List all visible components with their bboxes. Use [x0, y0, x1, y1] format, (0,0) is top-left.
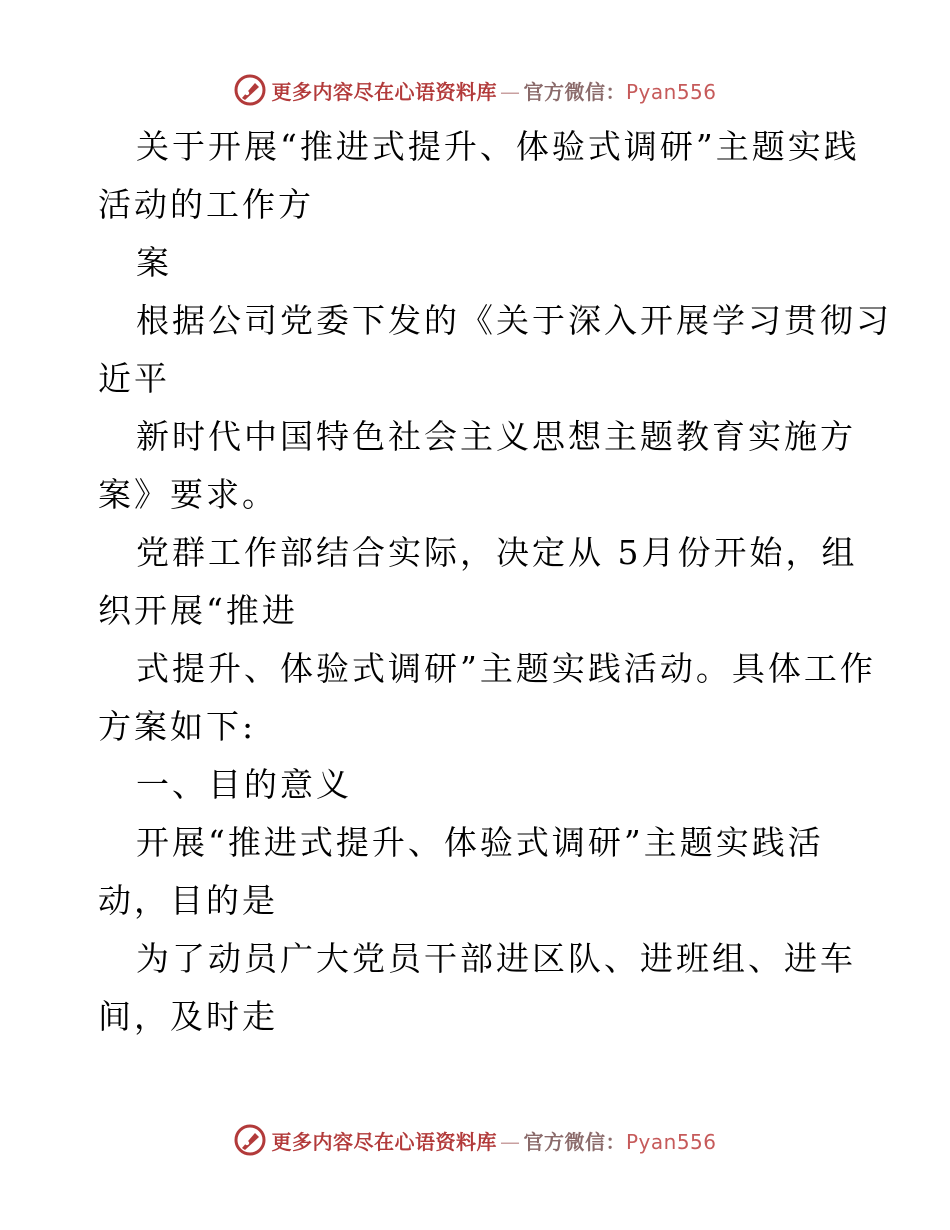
fountain-pen-logo-icon [233, 73, 267, 107]
document-body [98, 118, 892, 1046]
text-line: 关于开展“推进式提升、体验式调研”主题实践 [136, 127, 860, 166]
watermark-text [271, 76, 716, 105]
text-line: 方案如下: [98, 707, 257, 746]
watermark-site-name: 更多内容尽在心语资料库 [271, 79, 497, 104]
watermark-wechat-id: Pyan556 [625, 1129, 717, 1154]
text-line: 一、目的意义 [136, 765, 352, 804]
watermark-wechat-id: Pyan556 [625, 79, 717, 104]
text-line: 动，目的是 [98, 881, 278, 920]
watermark-wechat-label: 官方微信： [523, 79, 626, 104]
text-line: 案 [136, 243, 172, 282]
fountain-pen-logo-icon [233, 1123, 267, 1157]
text-line: 新时代中国特色社会主义思想主题教育实施方 [136, 417, 856, 456]
text-line: 根据公司党委下发的《关于深入开展学习贯彻习 [136, 301, 892, 340]
text-line: 开展“推进式提升、体验式调研”主题实践活 [136, 823, 824, 862]
text-line: 案》要求。 [98, 475, 278, 514]
text-line: 近平 [98, 359, 170, 398]
text-line: 间，及时走 [98, 997, 278, 1036]
footer-watermark [0, 1120, 950, 1160]
text-line: 党群工作部结合实际，决定从 5月份开始，组 [136, 533, 858, 572]
text-line: 为了动员广大党员干部进区队、进班组、进车 [136, 939, 856, 978]
watermark-site-name: 更多内容尽在心语资料库 [271, 1129, 497, 1154]
watermark-wechat-label: 官方微信： [523, 1129, 626, 1154]
text-line: 活动的工作方 [98, 185, 314, 224]
text-line: 织开展“推进 [98, 591, 298, 630]
watermark-dash: — [499, 79, 521, 104]
text-line: 式提升、体验式调研”主题实践活动。具体工作 [136, 649, 876, 688]
header-watermark [0, 70, 950, 110]
watermark-text [271, 1126, 716, 1155]
watermark-dash: — [499, 1129, 521, 1154]
